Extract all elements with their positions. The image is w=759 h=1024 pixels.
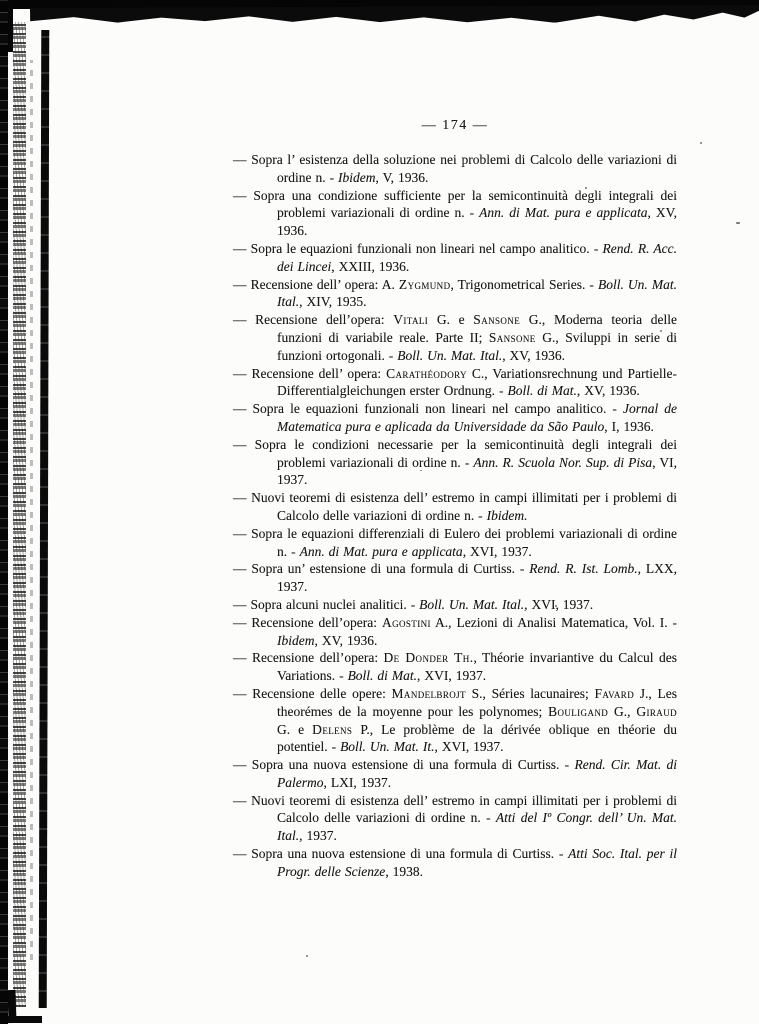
- bibliography-entry: [233, 596, 677, 614]
- text-run: — Recensione dell’ opera:: [233, 365, 387, 381]
- text-run: — Sopra una nuova estensione di una formula di Curtiss. -: [233, 757, 575, 773]
- bibliography-entry: [233, 756, 677, 792]
- text-run: C., Variationsrechnung und Partielle-Differentialgleichungen erster Ordnung. -: [277, 365, 677, 399]
- scan-artifact-bottom-mark: [8, 1016, 42, 1023]
- text-run: Favard: [594, 685, 635, 701]
- text-run: , V, 1936.: [375, 169, 429, 185]
- text-run: — Sopra una nuova estensione di una formula di Curtiss. -: [233, 846, 569, 862]
- text-run: , 1937.: [299, 828, 337, 844]
- text-run: — Sopra un’ estensione di una formula di Curtiss. -: [233, 561, 530, 577]
- scan-artifact-left-stripe-faint: [30, 60, 33, 960]
- text-run: G.,: [608, 703, 637, 719]
- text-run: Boll. Un. Mat. Ital.: [397, 347, 503, 363]
- text-run: Rend. R. Acc. dei Lincei: [277, 240, 677, 274]
- bibliography-entry: [233, 311, 677, 364]
- text-run: — Sopra le equazioni differenziali di Eulero dei problemi variazionali di ordine n. -: [233, 525, 677, 559]
- text-run: Zygmund: [398, 276, 451, 292]
- bibliography-entry: [233, 400, 677, 436]
- text-run: — Nuovi teoremi di esistenza dell’ estremo in campi illimitati per i problemi di Calcolo delle variazioni di ordine n. -: [233, 792, 677, 826]
- text-run: — Recensione dell’opera:: [233, 312, 394, 328]
- text-run: Ibidem: [277, 632, 315, 648]
- bibliography-entry: [233, 845, 677, 881]
- bibliography-entry: [233, 276, 677, 312]
- text-run: P., Le problème de la dérivée oblique en théorie du potentiel. -: [277, 721, 677, 755]
- text-run: Sansone: [473, 312, 521, 328]
- text-run: , XVI, 1937.: [434, 739, 504, 755]
- text-run: Vitali: [393, 312, 429, 328]
- text-run: — Recensione delle opere:: [233, 685, 392, 701]
- bibliography-entry: [233, 685, 677, 756]
- text-run: Ann. R. Scuola Nor. Sup. di Pisa: [473, 454, 653, 470]
- bibliography-entry: [233, 436, 677, 489]
- page-number: — 174 —: [421, 118, 489, 133]
- scan-noise-dot: [306, 955, 308, 957]
- text-run: , Trigonometrical Series. -: [450, 276, 598, 292]
- text-run: Bouligand: [548, 703, 609, 719]
- scan-artifact-left-stripe-2: [13, 22, 26, 1007]
- text-run: Delens: [312, 721, 353, 737]
- text-run: Ibidem.: [486, 507, 528, 523]
- scan-artifact-left-stripe-3: [39, 30, 50, 1008]
- text-run: — Sopra le equazioni funzionali non lineari nel campo analitico. -: [233, 401, 623, 417]
- text-run: — Sopra le equazioni funzionali non lineari nel campo analitico. -: [233, 240, 603, 256]
- text-run: Boll. Un. Mat. Ital.: [419, 596, 525, 612]
- text-run: — Recensione dell’opera:: [233, 614, 382, 630]
- text-run: Rend. Cir. Mat. di Palermo: [277, 757, 677, 790]
- text-run: Agostini: [381, 614, 431, 630]
- text-run: Ann. di Mat. pura e applicata: [479, 205, 648, 221]
- text-run: Sansone: [488, 329, 536, 345]
- text-run: , LXX, 1937.: [277, 561, 677, 595]
- text-run: , XV, 1936.: [277, 205, 678, 239]
- text-run: Boll. Un. Mat. Ital.: [277, 276, 677, 310]
- text-run: Boll. di Mat.: [507, 383, 577, 399]
- text-run: G. e: [428, 312, 474, 328]
- text-run: — Recensione dell’opera:: [233, 650, 384, 666]
- bibliography-entry: [233, 525, 677, 561]
- text-run: De Donder Th.: [383, 650, 474, 666]
- text-run: Atti del Iº Congr. dell’ Un. Mat. Ital.: [277, 810, 677, 844]
- bibliography-entry: [233, 187, 677, 240]
- text-run: — Recensione dell’ opera: A.: [233, 276, 399, 292]
- text-run: , XV, 1936.: [314, 632, 378, 648]
- bibliography-entry: [233, 792, 677, 845]
- text-run: Boll. di Mat.: [347, 668, 418, 684]
- bibliography-list: [233, 151, 677, 881]
- text-run: , XVI, 1937.: [462, 543, 532, 559]
- text-run: — Sopra alcuni nuclei analitici. -: [233, 596, 420, 612]
- text-run: Mandelbrojt: [391, 685, 466, 701]
- text-run: Giraud: [636, 703, 678, 719]
- bibliography-entry: [233, 365, 677, 401]
- scan-noise-dot: [736, 222, 740, 224]
- page-text-block: [233, 118, 677, 881]
- text-run: , 1938.: [385, 863, 424, 879]
- text-run: S., Séries lacunaires;: [465, 685, 595, 701]
- text-run: Boll. Un. Mat. It.: [340, 739, 435, 755]
- scan-noise-dot: [700, 142, 702, 144]
- text-run: — Sopra le condizioni necessarie per la semicontinuità degli integrali dei problemi variazionali di ordine n. -: [233, 436, 677, 470]
- text-run: A., Lezioni di Analisi Matematica, Vol. I. -: [430, 614, 678, 630]
- scan-artifact-top-shadow: [30, 5, 759, 25]
- bibliography-entry: [233, 614, 677, 650]
- text-run: G. e: [277, 721, 313, 737]
- bibliography-entry: [233, 151, 677, 187]
- text-run: , XIV, 1935.: [299, 294, 367, 310]
- text-run: — Sopra l’ esistenza della soluzione nei problemi di Calcolo delle variazioni di ordine n. -: [233, 152, 677, 185]
- text-run: Ann. di Mat. pura e applicata: [299, 543, 463, 559]
- text-run: G., Sviluppi in serie di funzioni ortogonali. -: [277, 329, 677, 363]
- bibliography-entry: [233, 649, 677, 685]
- text-run: , XXIII, 1936.: [331, 258, 410, 274]
- bibliography-entry: [233, 240, 677, 276]
- text-run: Rend. R. Ist. Lomb.: [529, 561, 638, 577]
- bibliography-entry: [233, 489, 677, 525]
- text-run: Atti Soc. Ital. per il Progr. delle Scienze: [277, 846, 677, 879]
- bibliography-entry: [233, 560, 677, 596]
- text-run: Jornal de Matematica pura e aplicada da Universidade da São Paulo: [277, 401, 677, 434]
- scan-artifact-left-stripe-1: [0, 0, 8, 1024]
- text-run: , VI, 1937.: [277, 454, 677, 488]
- text-run: , XVI, 1937.: [524, 596, 594, 612]
- text-run: , XV, 1936.: [576, 383, 640, 399]
- text-run: , I, 1936.: [604, 418, 654, 434]
- text-run: G., Moderna teoria delle funzioni di variabile reale. Parte II;: [277, 312, 677, 345]
- text-run: Carathéodory: [386, 365, 467, 381]
- text-run: Ibidem: [338, 169, 376, 185]
- text-run: , LXI, 1937.: [323, 774, 392, 790]
- text-run: — Nuovi teoremi di esistenza dell’ estremo in campi illimitati per i problemi di Calcolo delle variazioni di ordine n. -: [233, 490, 677, 523]
- text-run: J., Les theorémes de la moyenne pour les polynomes;: [277, 685, 678, 719]
- text-run: , Théorie invariantive du Calcul des Variations. -: [277, 650, 677, 684]
- text-run: — Sopra una condizione sufficiente per la semicontinuità degli integrali dei problemi variazionali di ordine n. -: [233, 187, 677, 221]
- text-run: , XV, 1936.: [502, 347, 566, 363]
- text-run: , XVI, 1937.: [417, 668, 487, 684]
